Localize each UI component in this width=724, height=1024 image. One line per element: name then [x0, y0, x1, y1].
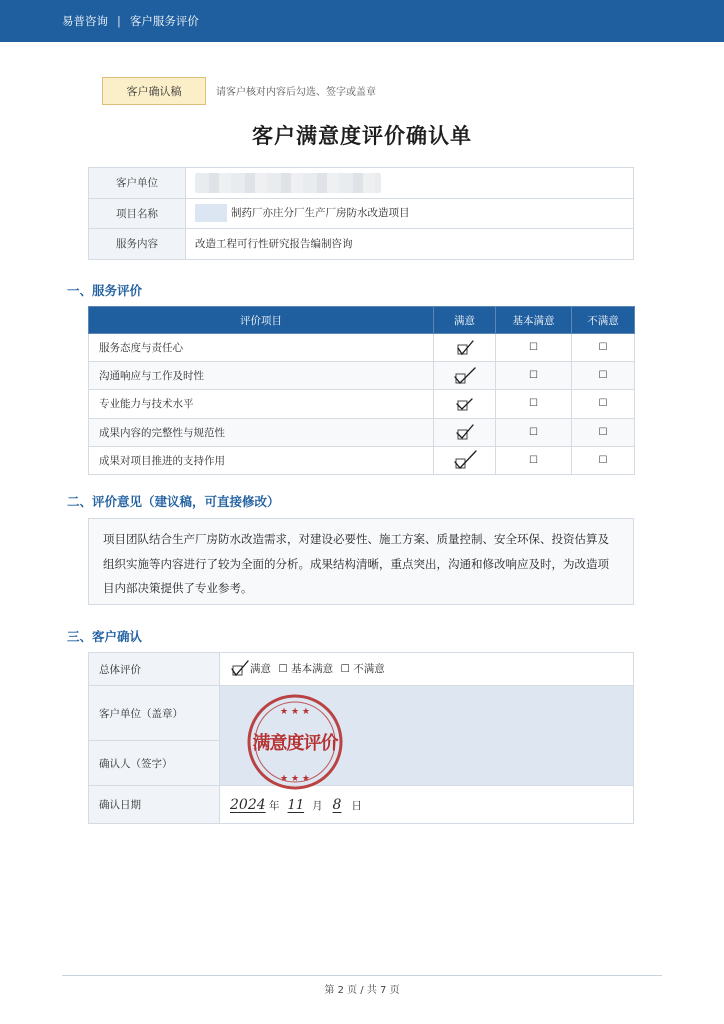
draft-note: 请客户核对内容后勾选、签字或盖章 [216, 87, 376, 98]
option-satisfied: 满意 [250, 663, 271, 675]
date-month-unit: 月 [312, 799, 323, 812]
info-label-client: 客户单位 [89, 168, 186, 199]
eval-basic-box[interactable]: ☐ [496, 390, 572, 418]
eval-row [89, 418, 635, 446]
confirm-row-overall [89, 653, 634, 686]
svg-text:★ ★ ★: ★ ★ ★ [280, 774, 310, 784]
stamp-text: 满意度评价 [252, 733, 338, 754]
eval-satisfied-checked[interactable] [434, 390, 496, 418]
eval-not-box[interactable]: ☐ [572, 362, 635, 390]
option-basic: ☐ 基本满意 [278, 663, 334, 675]
info-label-service: 服务内容 [89, 229, 186, 260]
eval-header-item: 评价项目 [89, 307, 434, 334]
section-title-opinion: 二、评价意见（建议稿，可直接修改） [67, 494, 280, 509]
eval-not-box[interactable]: ☐ [572, 418, 635, 446]
eval-satisfied-checked[interactable] [434, 362, 496, 390]
eval-row [89, 334, 635, 362]
redacted-client-name [195, 173, 381, 193]
brand-name: 易普咨询 [62, 14, 108, 28]
footer-divider [62, 975, 662, 976]
confirm-row-date [89, 786, 634, 824]
overall-options[interactable] [220, 653, 634, 686]
svg-text:★ ★ ★: ★ ★ ★ [280, 707, 310, 717]
date-year-unit: 年 [268, 799, 280, 812]
handwritten-check-icon [454, 422, 476, 442]
handwritten-check-icon [452, 366, 478, 386]
draft-tag: 客户确认稿 [102, 77, 206, 105]
eval-header-basic: 基本满意 [496, 307, 572, 334]
section-title-service-eval: 一、服务评价 [67, 283, 143, 298]
eval-not-box[interactable]: ☐ [572, 334, 635, 362]
document-title: 客户满意度评价确认单 [252, 124, 472, 148]
opinion-text-box[interactable]: 项目团队结合生产厂房防水改造需求，对建设必要性、施工方案、质量控制、安全环保、投资估算及组织实施等内容进行了较为全面的分析。成果结构清晰，重点突出，沟通和修改响应及时，为改造项目内部决策提供了专业参考。 [88, 518, 634, 605]
eval-item-label: 专业能力与技术水平 [89, 390, 434, 418]
top-header-bar [0, 0, 724, 42]
date-month: 11 [287, 797, 305, 813]
eval-not-box[interactable]: ☐ [572, 446, 635, 474]
eval-row [89, 362, 635, 390]
eval-row [89, 446, 635, 474]
info-row-service [89, 229, 634, 260]
date-year: 2024 [230, 796, 266, 813]
option-not-satisfied: ☐ 不满意 [340, 663, 385, 675]
satisfaction-stamp [240, 692, 350, 792]
eval-satisfied-checked[interactable] [434, 446, 496, 474]
header-separator: | [117, 14, 121, 28]
eval-item-label: 成果对项目推进的支持作用 [89, 446, 434, 474]
section-title-confirm: 三、客户确认 [67, 629, 143, 644]
header-section: 客户服务评价 [129, 14, 199, 28]
overall-label: 总体评价 [89, 653, 220, 686]
eval-item-label: 沟通响应与工作及时性 [89, 362, 434, 390]
eval-basic-box[interactable]: ☐ [496, 362, 572, 390]
eval-item-label: 成果内容的完整性与规范性 [89, 418, 434, 446]
redacted-project-prefix [195, 204, 227, 222]
eval-basic-box[interactable]: ☐ [496, 418, 572, 446]
project-name: 制药厂亦庄分厂生产厂房防水改造项目 [231, 207, 410, 220]
stamp-label: 客户单位（盖章） [89, 686, 220, 741]
eval-header-row [89, 307, 635, 334]
handwritten-check-icon [230, 660, 250, 678]
date-label: 确认日期 [89, 786, 220, 824]
handwritten-check-icon [454, 339, 476, 357]
date-day: 8 [332, 796, 342, 813]
info-value-service[interactable]: 改造工程可行性研究报告编制咨询 [186, 229, 634, 260]
date-day-unit: 日 [351, 799, 362, 812]
page-number: 第 2 页 / 共 7 页 [324, 985, 400, 996]
service-eval-table [88, 306, 635, 475]
eval-header-not: 不满意 [572, 307, 635, 334]
eval-satisfied-checked[interactable] [434, 334, 496, 362]
info-row-project [89, 198, 634, 229]
info-row-client [89, 168, 634, 199]
confirm-table [88, 652, 634, 824]
sign-label: 确认人（签字） [89, 741, 220, 786]
handwritten-check-icon [454, 395, 476, 413]
eval-basic-box[interactable]: ☐ [496, 334, 572, 362]
confirm-row-stamp [89, 686, 634, 741]
eval-item-label: 服务态度与责任心 [89, 334, 434, 362]
eval-header-satisfied: 满意 [434, 307, 496, 334]
info-value-client[interactable] [186, 168, 634, 199]
eval-not-box[interactable]: ☐ [572, 390, 635, 418]
info-value-project[interactable] [186, 198, 634, 229]
eval-basic-box[interactable]: ☐ [496, 446, 572, 474]
info-label-project: 项目名称 [89, 198, 186, 229]
eval-satisfied-checked[interactable] [434, 418, 496, 446]
info-table [88, 167, 634, 260]
eval-row [89, 390, 635, 418]
handwritten-check-icon [452, 449, 478, 471]
